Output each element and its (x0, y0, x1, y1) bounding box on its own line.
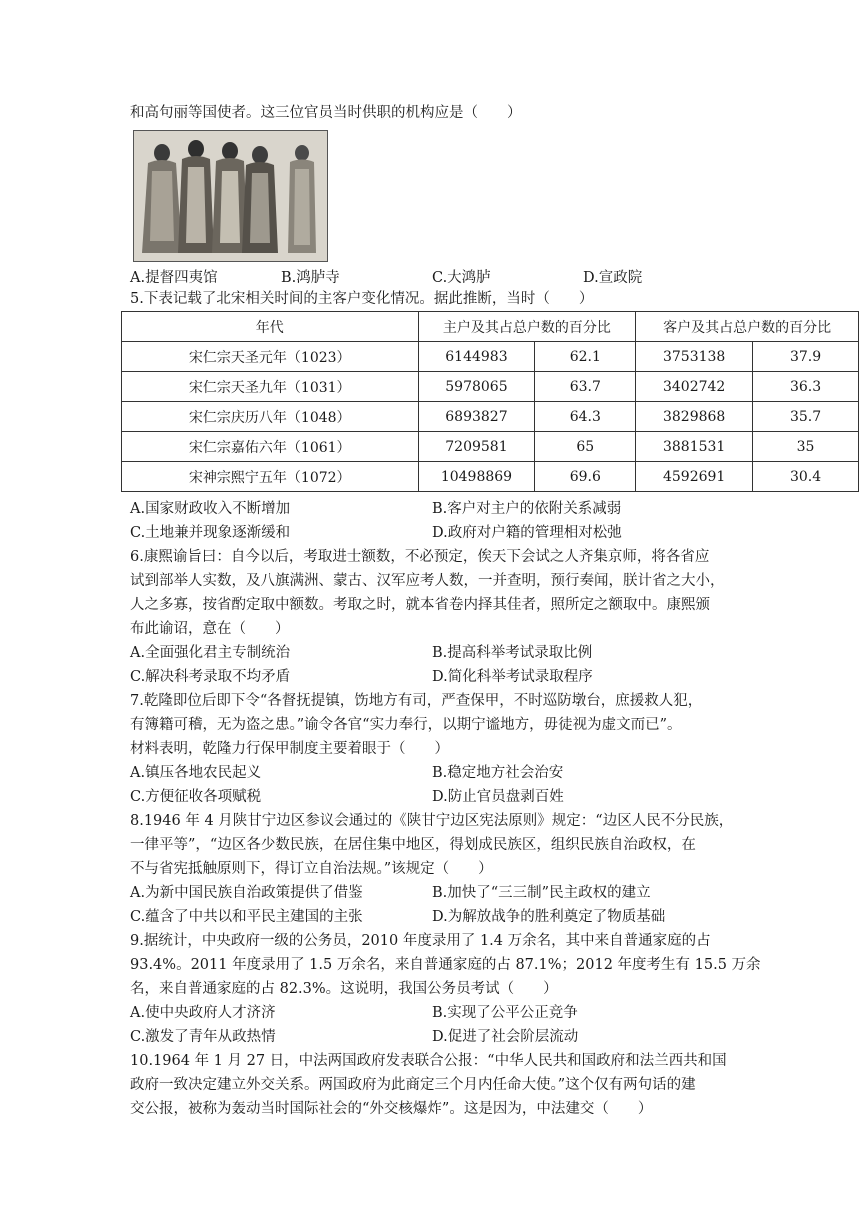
table-cell: 64.3 (535, 402, 636, 432)
table-cell: 宋神宗熙宁五年（1072） (122, 462, 419, 492)
q4-option-d: D.宣政院 (583, 270, 643, 286)
q8-stem-line: 8.1946 年 4 月陕甘宁边区参议会通过的《陕甘宁边区宪法原则》规定：“边区人民不分民族， (130, 813, 734, 829)
q7-option-b: B.稳定地方社会治安 (432, 765, 564, 781)
q6-stem-line: 人之多寡，按省酌定取中额数。考取之时，就本省卷内择其佳者，照所定之额取中。康熙颁 (130, 597, 710, 613)
table-cell: 63.7 (535, 372, 636, 402)
q9-option-c: C.激发了青年从政热情 (130, 1029, 276, 1045)
table-cell: 4592691 (636, 462, 753, 492)
q5-option-d: D.政府对户籍的管理相对松弛 (432, 525, 622, 541)
q5-option-a: A.国家财政收入不断增加 (130, 501, 291, 517)
q6-stem-line: 试到部举人实数，及八旗满洲、蒙古、汉军应考人数，一并查明，预行奏闻，朕计省之大小， (130, 573, 725, 589)
table-row (122, 432, 859, 462)
q8-stem-line: 一律平等”，“边区各少数民族，在居住集中地区，得划成民族区，组织民族自治政权，在 (130, 837, 696, 853)
table-row (122, 342, 859, 372)
q6-option-a: A.全面强化君主专制统治 (130, 645, 291, 661)
table-header-cell: 主户及其占总户数的百分比 (418, 312, 636, 342)
q9-stem-line: 93.4%。2011 年度录用了 1.5 万余名，来自普通家庭的占 87.1%；2012 年度考生有 15.5 万余 (130, 957, 761, 973)
table-cell: 37.9 (753, 342, 859, 372)
table-cell: 30.4 (753, 462, 859, 492)
table-cell: 宋仁宗天圣元年（1023） (122, 342, 419, 372)
q8-option-b: B.加快了“三三制”民主政权的建立 (432, 885, 651, 901)
q5-option-c: C.土地兼并现象逐渐缓和 (130, 525, 291, 541)
table-cell: 宋仁宗庆历八年（1048） (122, 402, 419, 432)
q9-stem-line: 9.据统计，中央政府一级的公务员，2010 年度录用了 1.4 万余名，其中来自普通家庭的占 (130, 933, 711, 949)
q4-option-c: C.大鸿胪 (432, 270, 491, 286)
table-cell: 5978065 (418, 372, 535, 402)
q8-option-a: A.为新中国民族自治政策提供了借鉴 (130, 885, 363, 901)
q6-stem-line: 6.康熙谕旨曰：自今以后，考取进士额数，不必预定，俟天下会试之人齐集京师，将各省应 (130, 549, 710, 565)
table-cell: 3753138 (636, 342, 753, 372)
q10-stem-line: 10.1964 年 1 月 27 日，中法两国政府发表联合公报：“中华人民共和国政府和法兰西共和国 (130, 1053, 727, 1069)
table-header-row (122, 312, 859, 342)
table-cell: 宋仁宗天圣九年（1031） (122, 372, 419, 402)
q6-stem-line: 布此谕诏，意在（ ） (130, 621, 290, 637)
table-row (122, 402, 859, 432)
table-header-cell: 年代 (122, 312, 419, 342)
table-cell: 6144983 (418, 342, 535, 372)
table-cell: 3402742 (636, 372, 753, 402)
painting-figures-illustration (134, 131, 327, 261)
q4-option-a: A.提督四夷馆 (130, 270, 218, 286)
household-table (121, 311, 859, 492)
q7-option-c: C.方便征收各项赋税 (130, 789, 262, 805)
table-cell: 35.7 (753, 402, 859, 432)
table-cell: 6893827 (418, 402, 535, 432)
q6-option-c: C.解决科考录取不均矛盾 (130, 669, 291, 685)
q8-option-c: C.蕴含了中共以和平民主建国的主张 (130, 909, 363, 925)
q9-option-d: D.促进了社会阶层流动 (432, 1029, 579, 1045)
table-cell: 10498869 (418, 462, 535, 492)
q6-option-d: D.简化科举考试录取程序 (432, 669, 593, 685)
q9-option-a: A.使中央政府人才济济 (130, 1005, 276, 1021)
historical-painting-image (133, 130, 328, 262)
table-cell: 35 (753, 432, 859, 462)
q5-option-b: B.客户对主户的依附关系减弱 (432, 501, 622, 517)
q6-option-b: B.提高科举考试录取比例 (432, 645, 593, 661)
q7-option-d: D.防止官员盘剥百姓 (432, 789, 564, 805)
table-cell: 宋仁宗嘉佑六年（1061） (122, 432, 419, 462)
table-row (122, 462, 859, 492)
q4-option-b: B.鸿胪寺 (281, 270, 340, 286)
q7-stem-line: 材料表明，乾隆力行保甲制度主要着眼于（ ） (130, 741, 449, 757)
table-cell: 3881531 (636, 432, 753, 462)
table-cell: 69.6 (535, 462, 636, 492)
q10-stem-line: 政府一致决定建立外交关系。两国政府为此商定三个月内任命大使。”这个仅有两句话的建 (130, 1077, 696, 1093)
q5-stem: 5.下表记载了北宋相关时间的主客户变化情况。据此推断，当时（ ） (130, 291, 594, 307)
table-cell: 62.1 (535, 342, 636, 372)
table-cell: 36.3 (753, 372, 859, 402)
table-cell: 3829868 (636, 402, 753, 432)
q4-stem-tail: 和高句丽等国使者。这三位官员当时供职的机构应是（ ） (130, 105, 522, 121)
q9-stem-line: 名，来自普通家庭的占 82.3%。这说明，我国公务员考试（ ） (130, 981, 558, 997)
q10-stem-line: 交公报，被称为轰动当时国际社会的“外交核爆炸”。这是因为，中法建交（ ） (130, 1101, 653, 1117)
q7-stem-line: 7.乾隆即位后即下令“各督抚提镇，饬地方有司，严查保甲，不时巡防墩台，庶援救人犯， (130, 693, 703, 709)
q7-option-a: A.镇压各地农民起义 (130, 765, 262, 781)
table-cell: 65 (535, 432, 636, 462)
q9-option-b: B.实现了公平公正竞争 (432, 1005, 578, 1021)
table-row (122, 372, 859, 402)
table-cell: 7209581 (418, 432, 535, 462)
q8-stem-line: 不与省宪抵触原则下，得订立自治法规。”该规定（ ） (130, 861, 493, 877)
table-header-cell: 客户及其占总户数的百分比 (636, 312, 859, 342)
q8-option-d: D.为解放战争的胜利奠定了物质基础 (432, 909, 666, 925)
q7-stem-line: 有簿籍可稽，无为盗之患。”谕令各官“实力奉行，以期宁谧地方，毋徒视为虚文而已”。 (130, 717, 682, 733)
